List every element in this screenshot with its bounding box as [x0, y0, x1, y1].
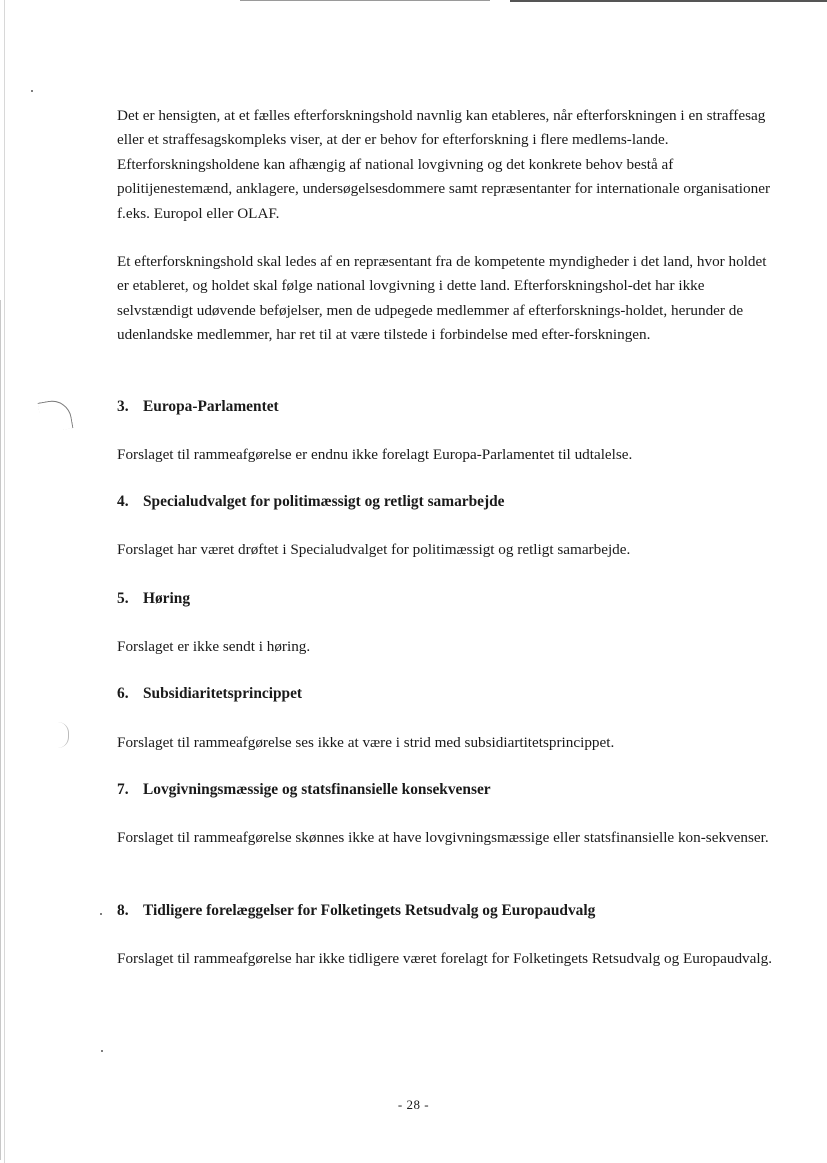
scan-artifact-line	[510, 0, 827, 2]
section-number: 5.	[117, 590, 129, 607]
section-number: 3.	[117, 398, 129, 415]
paragraph: Det er hensigten, at et fælles efterforskningshold navnlig kan etableres, når efterforskningen i en straffesag eller et straffesagskompleks viser, at der er behov for efterforskning i flere medlems-lande. Efterforskningsholdene kan afhængig af national lovgivning og det konkrete behov bestå af politijenestemænd, anklagere, undersøgelsesdommere samt repræsentanter for internationale organisationer f.eks. Europol eller OLAF.	[117, 107, 770, 222]
section-title: Høring	[143, 590, 191, 607]
section-number: 8.	[117, 902, 129, 919]
scan-artifact-edge	[4, 0, 5, 1163]
section-title: Lovgivningsmæssige og statsfinansielle konsekvenser	[143, 781, 491, 798]
section-text: Forslaget har været drøftet i Specialudvalget for politimæssigt og retligt samarbejde.	[117, 541, 631, 558]
paragraph: Et efterforskningshold skal ledes af en repræsentant fra de kompetente myndigheder i det land, hvor holdet er etableret, og holdet skal følge national lovgivning i dette land. Efterforskningshol-det har ikke selvstændigt udøvende beføjelser, men de udpegede medlemmer af efterforsknings-holdet, herunder de udenlandske medlemmer, har ret til at være tilstede i forbindelse med efter-forskningen.	[117, 253, 767, 344]
punch-hole-mark	[58, 722, 69, 748]
punch-hole-mark	[38, 398, 74, 434]
section-title: Specialudvalget for politimæssigt og retligt samarbejde	[143, 493, 505, 510]
section-text: Forslaget til rammeafgørelse har ikke tidligere været forelagt for Folketingets Retsudvalg og Europaudvalg.	[117, 950, 772, 967]
scan-speck	[100, 913, 102, 915]
section-number: 4.	[117, 493, 129, 510]
section-title: Tidligere forelæggelser for Folketingets Retsudvalg og Europaudvalg	[143, 902, 596, 919]
section-heading	[117, 491, 505, 513]
scan-artifact-edge	[0, 300, 1, 1160]
section-heading	[117, 683, 302, 705]
section-text: Forslaget til rammeafgørelse er endnu ikke forelagt Europa-Parlamentet til udtalelse.	[117, 446, 633, 463]
section-title: Europa-Parlamentet	[143, 398, 279, 415]
section-text: Forslaget til rammeafgørelse ses ikke at være i strid med subsidiartitetsprincippet.	[117, 734, 615, 751]
scan-speck	[101, 1050, 103, 1052]
section-heading	[117, 779, 491, 801]
section-number: 6.	[117, 685, 129, 702]
scan-speck	[31, 90, 33, 92]
scan-artifact-line	[240, 0, 490, 1]
section-title: Subsidiaritetsprincippet	[143, 685, 303, 702]
page-number: - 28 -	[397, 1097, 430, 1112]
section-heading	[117, 900, 595, 922]
section-text: Forslaget er ikke sendt i høring.	[117, 638, 311, 655]
section-heading	[117, 588, 190, 610]
section-heading	[117, 396, 279, 418]
section-text: Forslaget til rammeafgørelse skønnes ikke at have lovgivningsmæssige eller statsfinansielle kon-sekvenser.	[117, 829, 769, 846]
section-number: 7.	[117, 781, 129, 798]
